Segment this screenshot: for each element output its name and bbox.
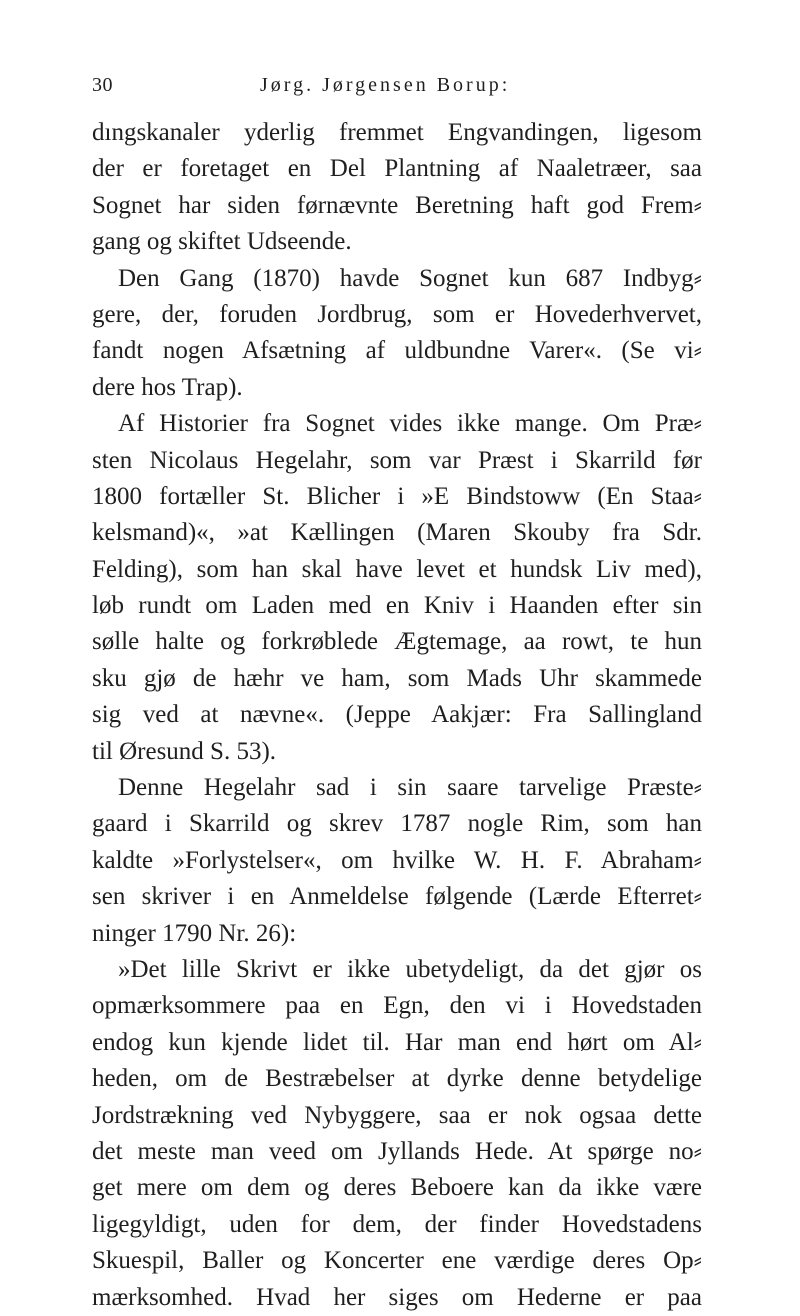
text-line: Jordstrækning ved Nybyggere, saa er nok ogsaa dette (92, 1101, 702, 1129)
text-line: løb rundt om Laden med en Kniv i Haanden efter sin (92, 592, 702, 620)
text-line: Den Gang (1870) havde Sognet kun 687 Indbyg⸗ (118, 264, 702, 292)
text-line: Af Historier fra Sognet vides ikke mange. Om Præ⸗ (118, 410, 702, 438)
text-line: fandt nogen Afsætning af uldbundne Varer«. (Se vi⸗ (92, 337, 702, 365)
running-head: Jørg. Jørgensen Borup: (260, 74, 511, 96)
text-line: der er foretaget en Del Plantning af Naaletræer, saa (92, 155, 702, 183)
page-number: 30 (92, 74, 113, 96)
text-line: til Øresund S. 53). (92, 737, 277, 765)
text-line: ligegyldigt, uden for dem, der finder Hovedstadens (92, 1210, 702, 1238)
text-line: dıngskanaler yderlig fremmet Engvandingen, ligesom (92, 119, 702, 146)
text-line: sten Nicolaus Hegelahr, som var Præst i Skarrild før (92, 446, 702, 474)
text-line: Skuespil, Baller og Koncerter ene værdige deres Op⸗ (92, 1247, 702, 1275)
text-line: gaard i Skarrild og skrev 1787 nogle Rim, som han (92, 810, 702, 838)
text-line: sølle halte og forkrøblede Ægtemage, aa rowt, te hun (92, 628, 702, 656)
text-line: kelsmand)«, »at Kællingen (Maren Skouby fra Sdr. (92, 519, 702, 547)
text-line: gere, der, foruden Jordbrug, som er Hovederhvervet, (92, 300, 702, 328)
text-line: »Det lille Skrivt er ikke ubetydeligt, da det gjør os (118, 955, 702, 983)
text-line: det meste man veed om Jyllands Hede. At spørge no⸗ (92, 1137, 702, 1165)
text-line: sen skriver i en Anmeldelse følgende (Lærde Efterret⸗ (92, 883, 702, 911)
text-line: Felding), som han skal have levet et hundsk Liv med), (92, 555, 702, 583)
text-line: sku gjø de hæhr ve ham, som Mads Uhr skammede (92, 664, 702, 692)
text-line: Denne Hegelahr sad i sin saare tarvelige Præste⸗ (118, 774, 702, 802)
text-line: heden, om de Bestræbelser at dyrke denne betydelige (92, 1065, 702, 1093)
text-line: gang og skiftet Udseende. (92, 228, 352, 256)
text-line: sig ved at nævne«. (Jeppe Aakjær: Fra Sallingland (92, 701, 702, 729)
page-header (92, 74, 702, 104)
text-line: 1800 fortæller St. Blicher i »E Bindstoww (En Staa⸗ (92, 482, 702, 510)
text-line: mærksomhed. Hvad her siges om Hederne er paa (92, 1283, 702, 1311)
text-line: opmærksommere paa en Egn, den vi i Hovedstaden (92, 992, 702, 1020)
text-line: ninger 1790 Nr. 26): (92, 919, 297, 947)
text-line: get mere om dem og deres Beboere kan da ikke være (92, 1174, 702, 1202)
text-line: dere hos Trap). (92, 373, 243, 401)
text-line: Sognet har siden førnævnte Beretning haft god Frem⸗ (92, 191, 702, 219)
text-line: endog kun kjende lidet til. Har man end hørt om Al⸗ (92, 1028, 702, 1056)
text-line: kaldte »Forlystelser«, om hvilke W. H. F. Abraham⸗ (92, 846, 702, 874)
body-text (92, 115, 702, 1316)
